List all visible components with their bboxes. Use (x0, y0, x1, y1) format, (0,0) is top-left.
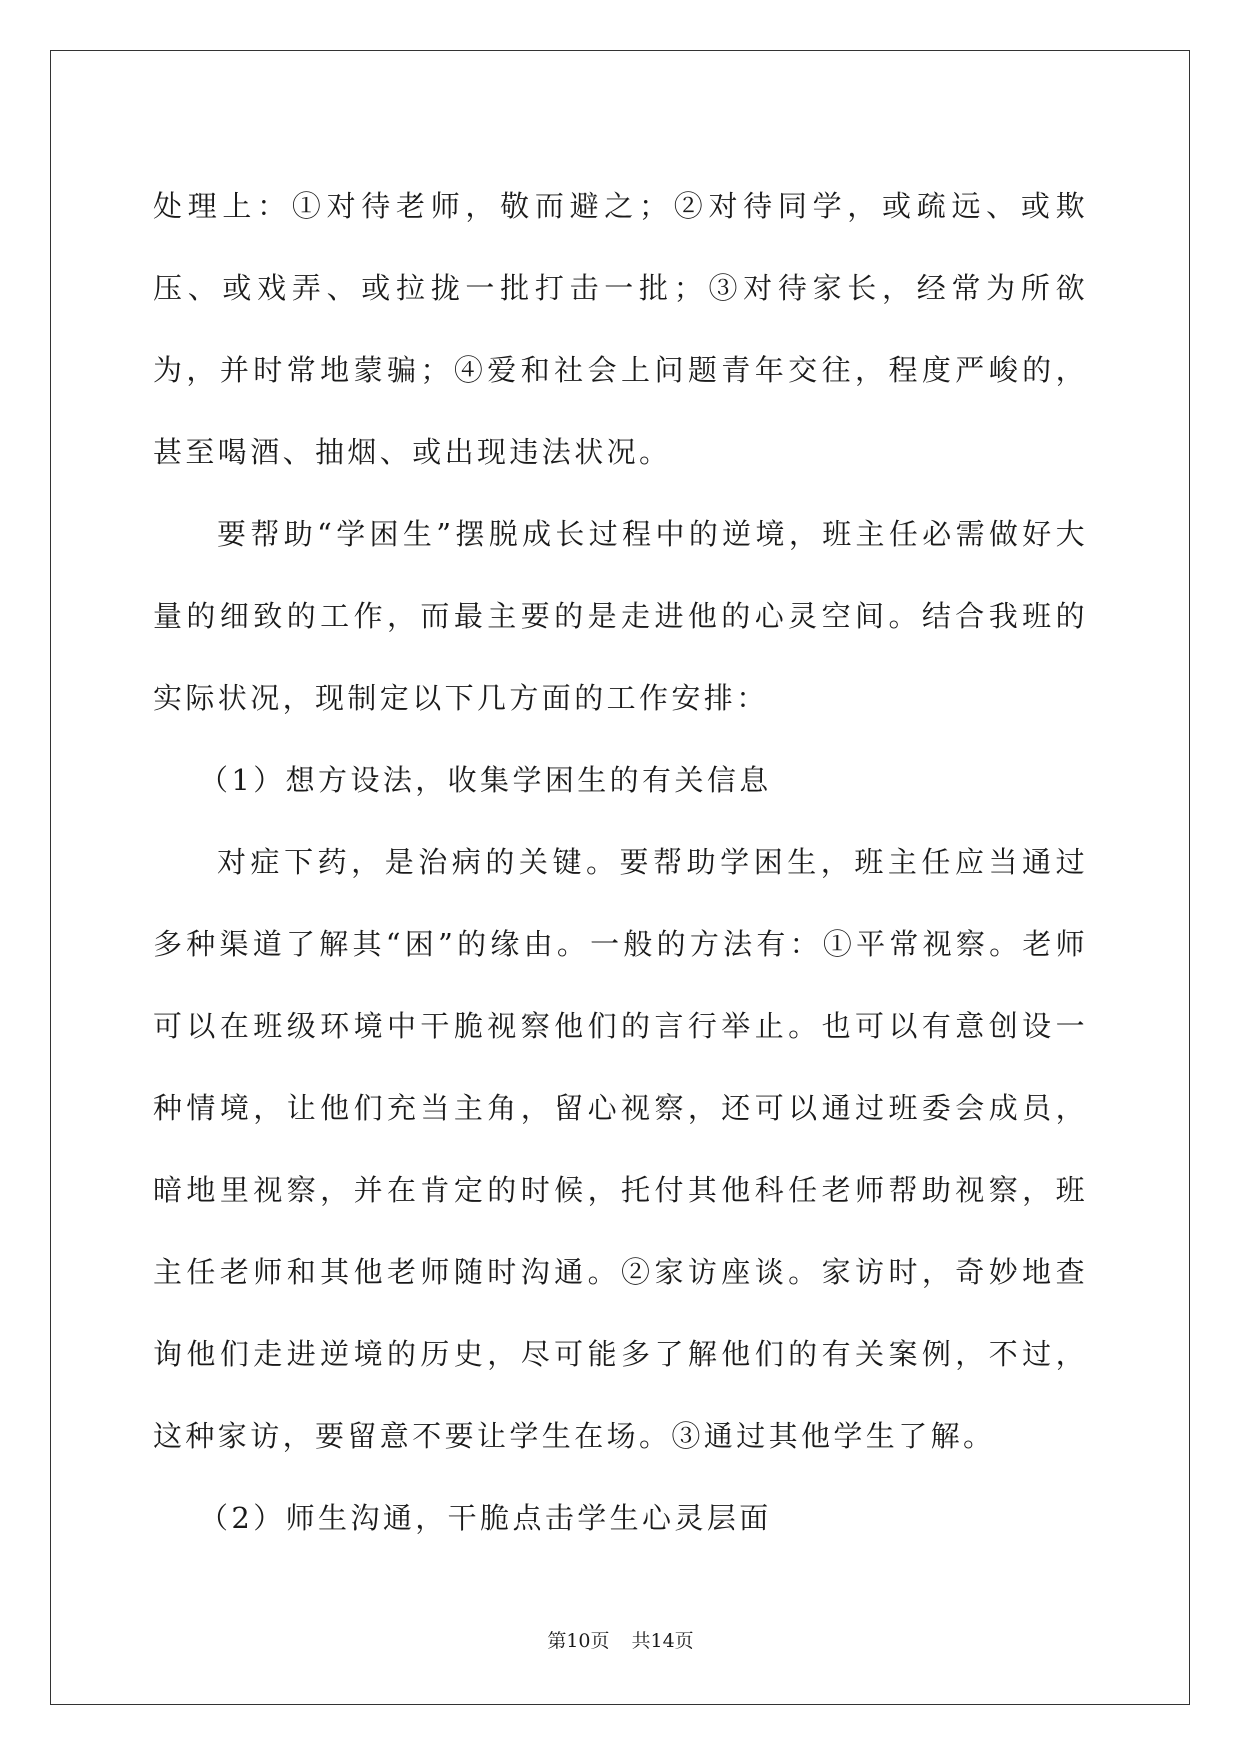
page-footer (0, 1626, 1241, 1653)
paragraph-continuation: 处理上：①对待老师，敬而避之；②对待同学，或疏远、或欺压、或戏弄、或拉拢一批打击一批；③对待家长，经常为所欲为，并时常地蒙骗；④爱和社会上问题青年交往，程度严峻的，甚至喝酒、抽烟、或出现违法状况。 (153, 189, 1088, 469)
paragraph-methods: 对症下药，是治病的关键。要帮助学困生，班主任应当通过多种渠道了解其“困”的缘由。一般的方法有：①平常视察。老师可以在班级环境中干脆视察他们的言行举止。也可以有意创设一种情境，让他们充当主角，留心视察，还可以通过班委会成员，暗地里视察，并在肯定的时候，托付其他科任老师帮助视察，班主任老师和其他老师随时沟通。②家访座谈。家访时，奇妙地查询他们走进逆境的历史，尽可能多了解他们的有关案例，不过，这种家访，要留意不要让学生在场。③通过其他学生了解。 (153, 845, 1088, 1453)
document-body (153, 165, 1088, 1559)
page-total: 共14页 (631, 1630, 694, 1652)
section-heading-2: （2）师生沟通，干脆点击学生心灵层面 (199, 1501, 772, 1535)
page-number: 第10页 (547, 1630, 610, 1652)
paragraph-intro: 要帮助“学困生”摆脱成长过程中的逆境，班主任必需做好大量的细致的工作，而最主要的是走进他的心灵空间。结合我班的实际状况，现制定以下几方面的工作安排： (153, 517, 1088, 715)
section-heading-1: （1）想方设法，收集学困生的有关信息 (199, 763, 772, 797)
